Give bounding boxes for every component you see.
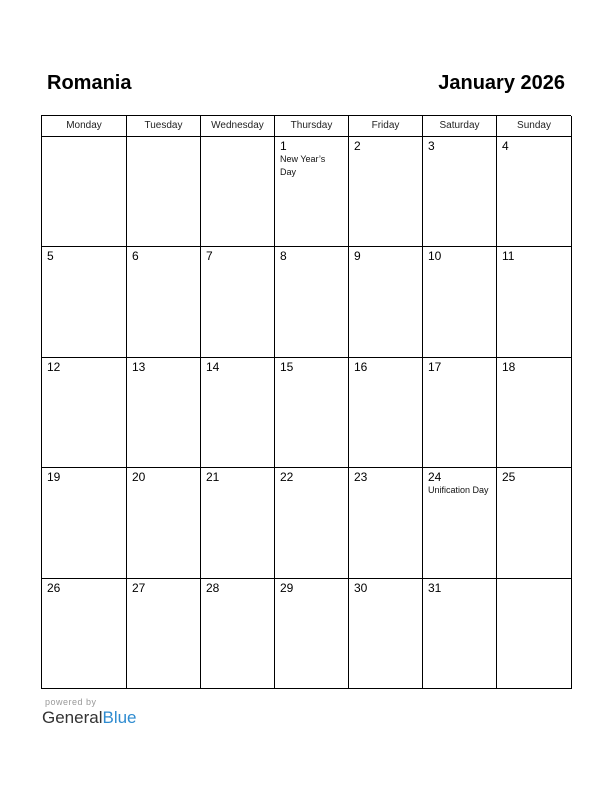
day-number: 25 <box>502 470 516 485</box>
day-number: 23 <box>354 470 368 485</box>
day-number: 28 <box>206 580 220 595</box>
day-cell <box>423 579 497 689</box>
holiday-label: Unification Day <box>428 485 489 496</box>
day-number: 26 <box>47 580 61 595</box>
day-cell <box>349 137 423 247</box>
day-number: 5 <box>47 249 54 264</box>
day-cell <box>42 137 127 247</box>
day-cell <box>275 358 349 468</box>
day-number: 2 <box>354 139 361 153</box>
day-number: 11 <box>502 249 515 264</box>
day-cell <box>497 137 572 247</box>
day-cell <box>42 468 127 578</box>
day-number: 8 <box>280 249 287 264</box>
day-number: 16 <box>354 359 368 374</box>
weekday-header-thursday: Thursday <box>275 116 349 137</box>
day-number: 20 <box>132 470 146 485</box>
day-cell <box>423 358 497 468</box>
day-cell <box>42 358 127 468</box>
day-number: 1 <box>280 139 287 153</box>
day-cell <box>423 247 497 357</box>
day-cell <box>201 579 275 689</box>
day-cell <box>201 137 275 247</box>
day-cell <box>127 358 201 468</box>
day-number: 19 <box>47 470 61 485</box>
brand-logo <box>42 708 137 728</box>
day-number: 17 <box>428 359 442 374</box>
day-number: 29 <box>280 580 294 595</box>
day-cell <box>497 247 572 357</box>
day-cell <box>497 468 572 578</box>
brand-name-part1: General <box>42 708 103 727</box>
powered-by-label: powered by <box>45 697 97 707</box>
day-number: 7 <box>206 249 213 264</box>
day-number: 4 <box>502 139 509 153</box>
day-cell <box>497 358 572 468</box>
day-cell <box>349 579 423 689</box>
day-number: 30 <box>354 580 368 595</box>
day-cell <box>42 247 127 357</box>
day-number: 13 <box>132 359 146 374</box>
day-cell <box>127 579 201 689</box>
calendar-grid <box>41 115 571 689</box>
weekday-header-wednesday: Wednesday <box>201 116 275 137</box>
day-cell <box>497 579 572 689</box>
day-number: 31 <box>428 580 442 595</box>
day-cell <box>275 137 349 247</box>
day-number: 22 <box>280 470 294 485</box>
holiday-label: New Year’s Day <box>280 154 326 177</box>
day-cell <box>349 468 423 578</box>
weekday-header-sunday: Sunday <box>497 116 572 137</box>
day-cell <box>349 247 423 357</box>
day-cell <box>201 358 275 468</box>
day-number: 10 <box>428 249 442 264</box>
weekday-header-monday: Monday <box>42 116 127 137</box>
day-number: 15 <box>280 359 294 374</box>
day-number: 18 <box>502 359 516 374</box>
day-cell <box>423 468 497 578</box>
day-cell <box>127 137 201 247</box>
day-cell <box>201 468 275 578</box>
month-title: January 2026 <box>438 72 565 94</box>
day-cell <box>127 468 201 578</box>
day-cell <box>275 579 349 689</box>
day-number: 6 <box>132 249 139 264</box>
country-title: Romania <box>47 72 132 94</box>
day-number: 9 <box>354 249 361 264</box>
day-number: 21 <box>206 470 220 485</box>
day-cell <box>127 247 201 357</box>
day-number: 27 <box>132 580 146 595</box>
day-cell <box>201 247 275 357</box>
day-cell <box>275 468 349 578</box>
day-cell <box>275 247 349 357</box>
day-number: 3 <box>428 139 435 153</box>
weekday-header-friday: Friday <box>349 116 423 137</box>
day-cell <box>423 137 497 247</box>
brand-name-part2: Blue <box>102 708 137 727</box>
day-cell <box>349 358 423 468</box>
day-number: 24 <box>428 470 442 485</box>
day-number: 14 <box>206 359 220 374</box>
weekday-header-tuesday: Tuesday <box>127 116 201 137</box>
weekday-header-saturday: Saturday <box>423 116 497 137</box>
day-number: 12 <box>47 359 61 374</box>
day-cell <box>42 579 127 689</box>
